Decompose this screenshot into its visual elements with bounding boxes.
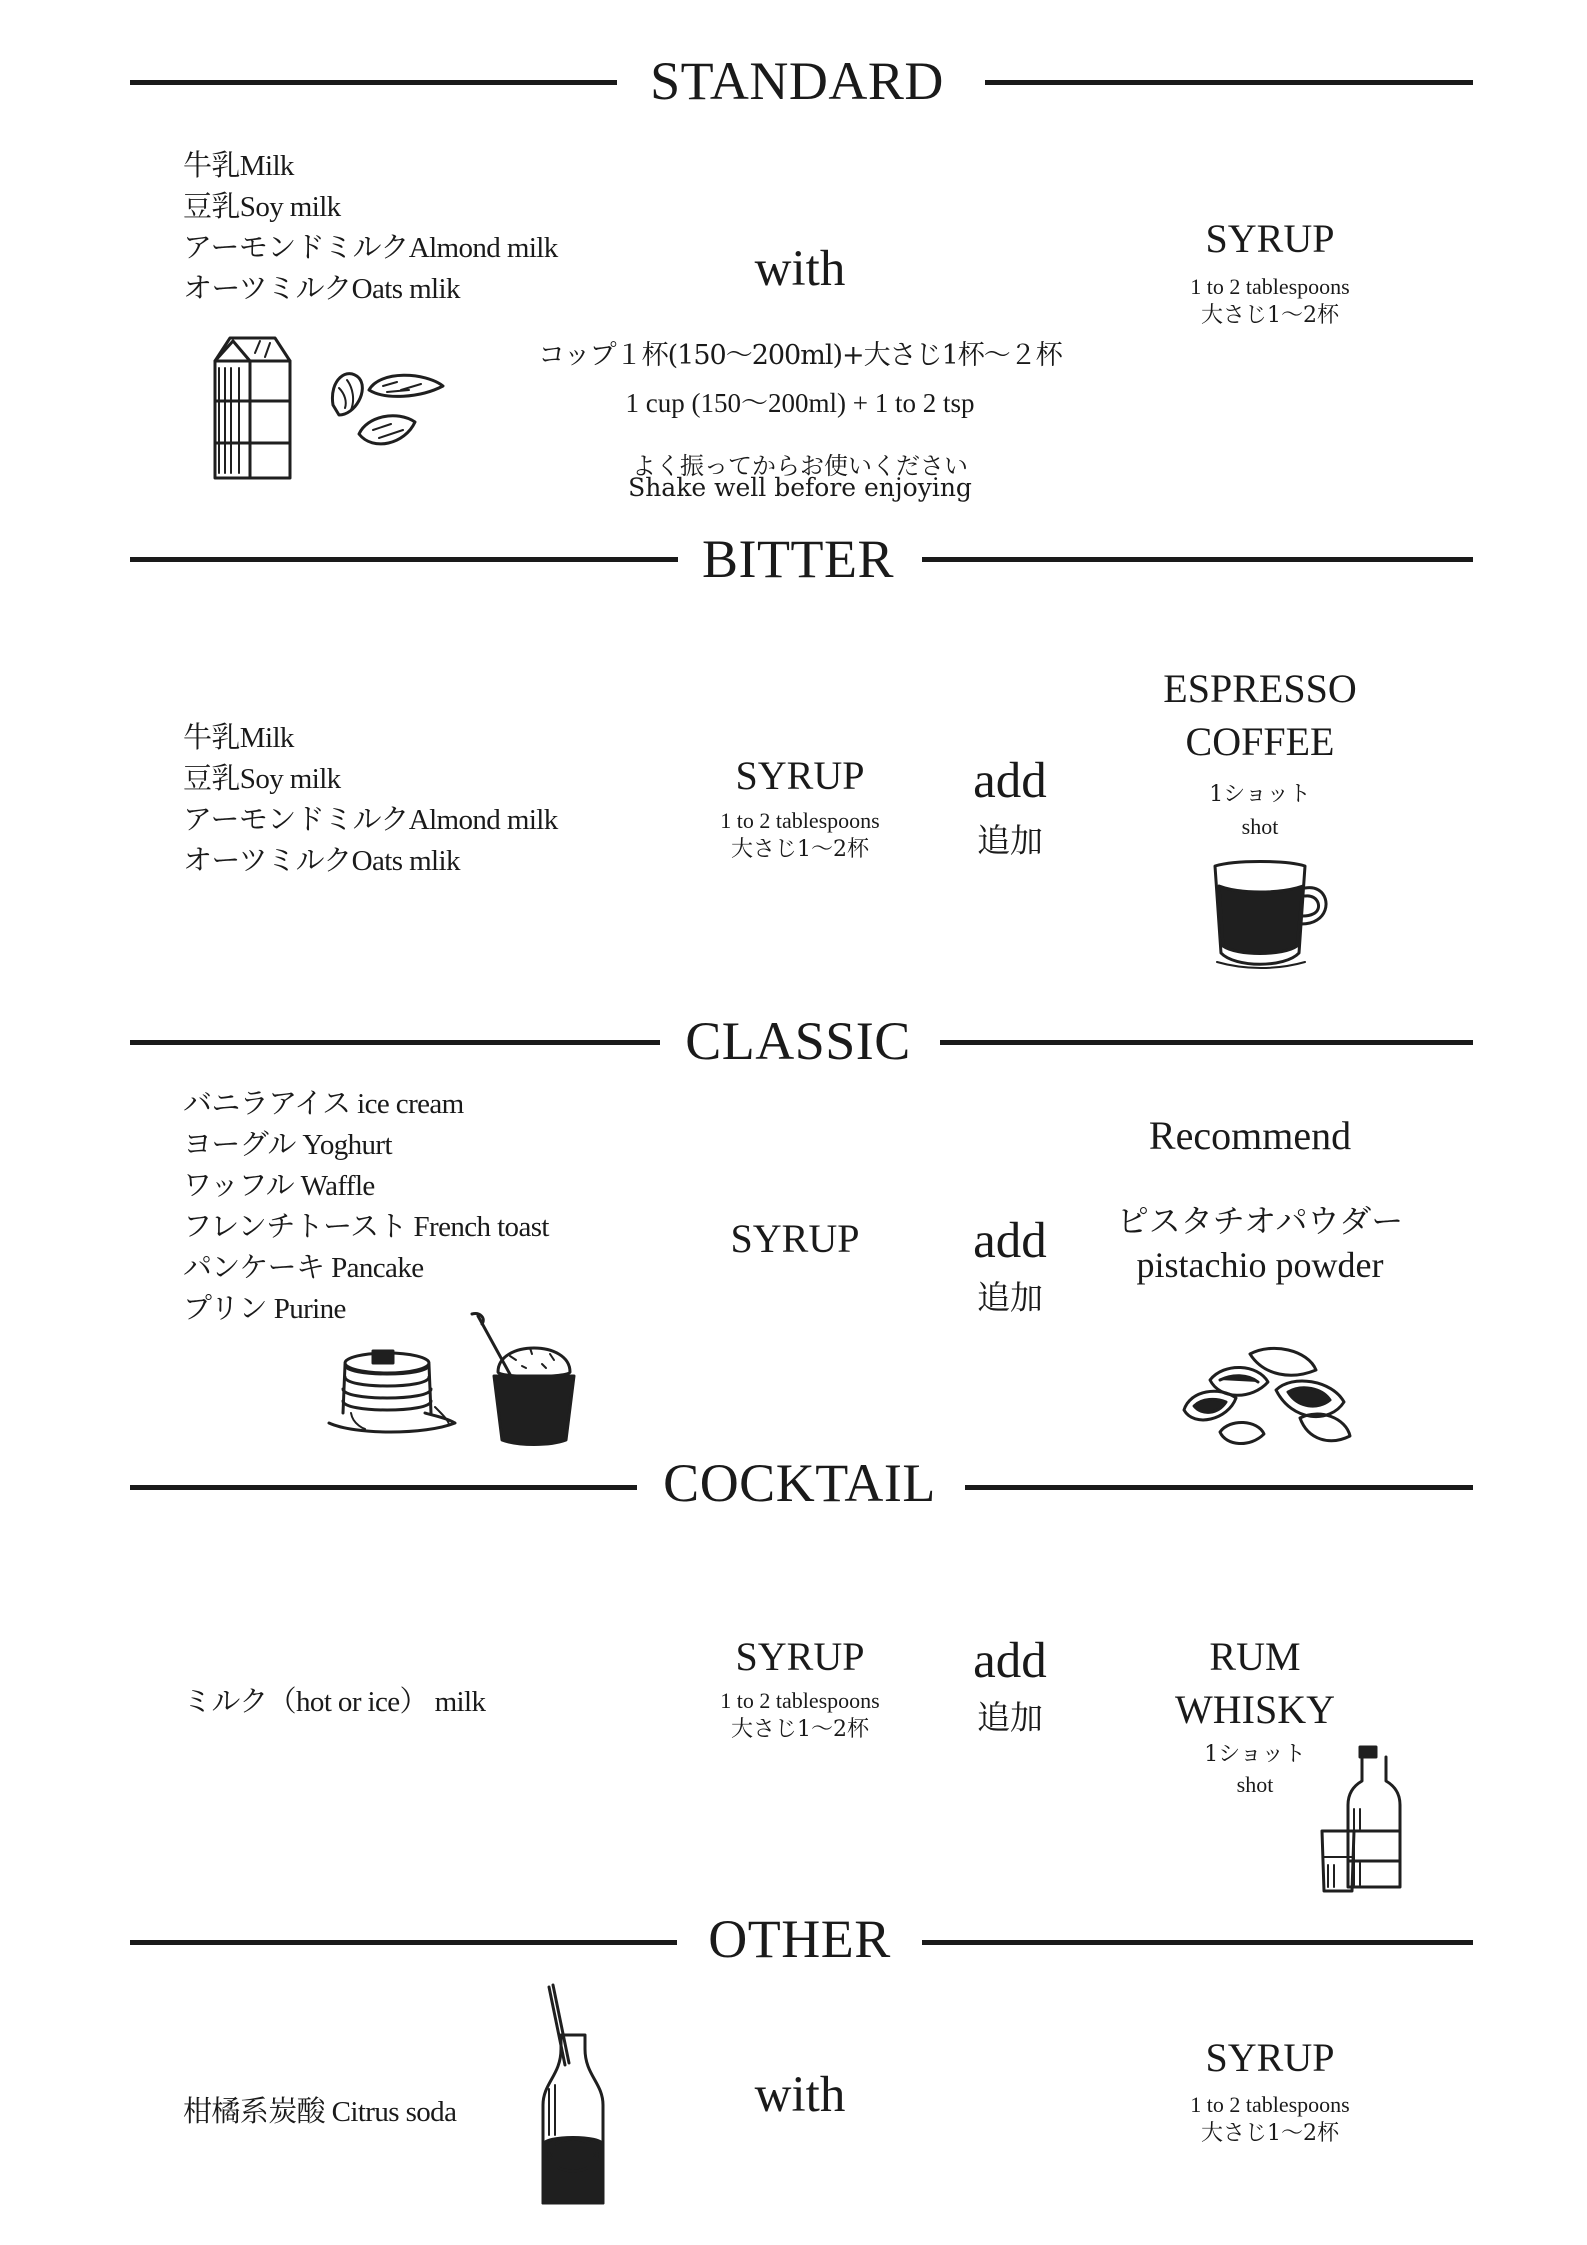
- bitter-addon-jp: 1ショット: [1209, 782, 1311, 807]
- bitter-base-list: [183, 718, 558, 882]
- standard-rule-left: [130, 80, 617, 85]
- standard-rule-right: [985, 80, 1473, 85]
- classic-recommend: Recommend: [1148, 1113, 1352, 1158]
- classic-add: add: [973, 1213, 1047, 1269]
- list-item: 豆乳Soy milk: [183, 763, 341, 795]
- other-heading: OTHER: [708, 1909, 891, 1969]
- cocktail-heading: COCKTAIL: [663, 1453, 936, 1513]
- standard-note-jp: よく振ってからお使いください: [632, 452, 968, 480]
- other-syrup-amount-jp: 大さじ1〜2杯: [1201, 2121, 1339, 2146]
- bitter-syrup-title: SYRUP: [735, 753, 865, 798]
- list-item: ミルク（hot or ice） milk: [183, 1686, 486, 1718]
- other-syrup-amount-en: 1 to 2 tablespoons: [1190, 2092, 1350, 2117]
- list-item: パンケーキ Pancake: [183, 1252, 424, 1284]
- classic-rule-left: [130, 1040, 660, 1045]
- classic-topping-en: pistachio powder: [1136, 1245, 1384, 1285]
- other-rule-right: [922, 1940, 1473, 1945]
- list-item: 豆乳Soy milk: [183, 191, 341, 223]
- cocktail-addon-line2: WHISKY: [1175, 1687, 1335, 1732]
- espresso-cup-icon: [1205, 858, 1335, 973]
- list-item: アーモンドミルクAlmond milk: [183, 232, 558, 264]
- standard-syrup-amount-jp: 大さじ1〜2杯: [1201, 303, 1339, 328]
- bitter-rule-right: [922, 557, 1473, 562]
- list-item: プリン Purine: [183, 1293, 346, 1325]
- cocktail-syrup-amount-jp: 大さじ1〜2杯: [731, 1717, 869, 1742]
- bitter-add-jp: 追加: [977, 821, 1043, 860]
- milk-carton-icon: [205, 333, 295, 483]
- cocktail-rule-right: [965, 1485, 1473, 1490]
- bitter-addon-line1: ESPRESSO: [1163, 666, 1357, 711]
- list-item: 牛乳Milk: [183, 150, 294, 182]
- pistachio-icon: [1180, 1340, 1355, 1450]
- other-syrup-title: SYRUP: [1205, 2035, 1335, 2080]
- cocktail-addon-en: shot: [1236, 1772, 1274, 1797]
- list-item: ヨーグル Yoghurt: [183, 1129, 392, 1161]
- classic-syrup-title: SYRUP: [730, 1216, 860, 1261]
- classic-heading: CLASSIC: [685, 1011, 911, 1071]
- bitter-addon-en: shot: [1241, 814, 1279, 839]
- cocktail-syrup-amount-en: 1 to 2 tablespoons: [720, 1688, 880, 1713]
- whisky-bottle-icon: [1318, 1745, 1413, 1895]
- classic-base-list: [183, 1084, 549, 1330]
- standard-base-list: [183, 146, 558, 310]
- soda-bottle-icon: [535, 1985, 610, 2210]
- standard-note-en: Shake well before enjoying: [628, 473, 972, 502]
- list-item: バニラアイス ice cream: [183, 1088, 464, 1120]
- standard-ratio-en: 1 cup (150〜200ml) + 1 to 2 tsp: [625, 388, 975, 418]
- list-item: ワッフル Waffle: [183, 1170, 375, 1202]
- cocktail-add: add: [973, 1633, 1047, 1689]
- bitter-syrup-amount-jp: 大さじ1〜2杯: [731, 837, 869, 862]
- other-rule-left: [130, 1940, 677, 1945]
- list-item: アーモンドミルクAlmond milk: [183, 804, 558, 836]
- cocktail-addon-jp: 1ショット: [1204, 1742, 1306, 1767]
- other-connector: with: [754, 2067, 846, 2123]
- list-item: フレンチトースト French toast: [183, 1211, 549, 1243]
- cocktail-rule-left: [130, 1485, 637, 1490]
- cocktail-add-jp: 追加: [977, 1698, 1043, 1737]
- bitter-heading: BITTER: [702, 529, 894, 589]
- classic-add-jp: 追加: [977, 1278, 1043, 1317]
- other-base: [183, 2092, 456, 2133]
- bitter-rule-left: [130, 557, 678, 562]
- classic-rule-right: [940, 1040, 1473, 1045]
- list-item: 牛乳Milk: [183, 722, 294, 754]
- list-item: オーツミルクOats mlik: [183, 273, 460, 305]
- classic-topping-jp: ピスタチオパウダー: [1116, 1202, 1404, 1240]
- bitter-addon-line2: COFFEE: [1185, 719, 1335, 764]
- almonds-icon: [325, 360, 450, 465]
- cocktail-syrup-title: SYRUP: [735, 1634, 865, 1679]
- cocktail-addon-line1: RUM: [1209, 1634, 1301, 1679]
- standard-syrup-title: SYRUP: [1205, 216, 1335, 261]
- list-item: オーツミルクOats mlik: [183, 845, 460, 877]
- standard-heading: STANDARD: [650, 51, 944, 111]
- cocktail-base: [183, 1682, 485, 1723]
- ice-cream-cup-icon: [470, 1312, 595, 1447]
- standard-ratio-jp: コップ１杯(150〜200ml)+大さじ1杯〜２杯: [538, 340, 1062, 371]
- standard-syrup-amount-en: 1 to 2 tablespoons: [1190, 274, 1350, 299]
- list-item: 柑橘系炭酸 Citrus soda: [183, 2096, 457, 2128]
- pancake-stack-icon: [325, 1345, 460, 1440]
- standard-connector: with: [754, 241, 846, 297]
- bitter-add: add: [973, 753, 1047, 809]
- bitter-syrup-amount-en: 1 to 2 tablespoons: [720, 808, 880, 833]
